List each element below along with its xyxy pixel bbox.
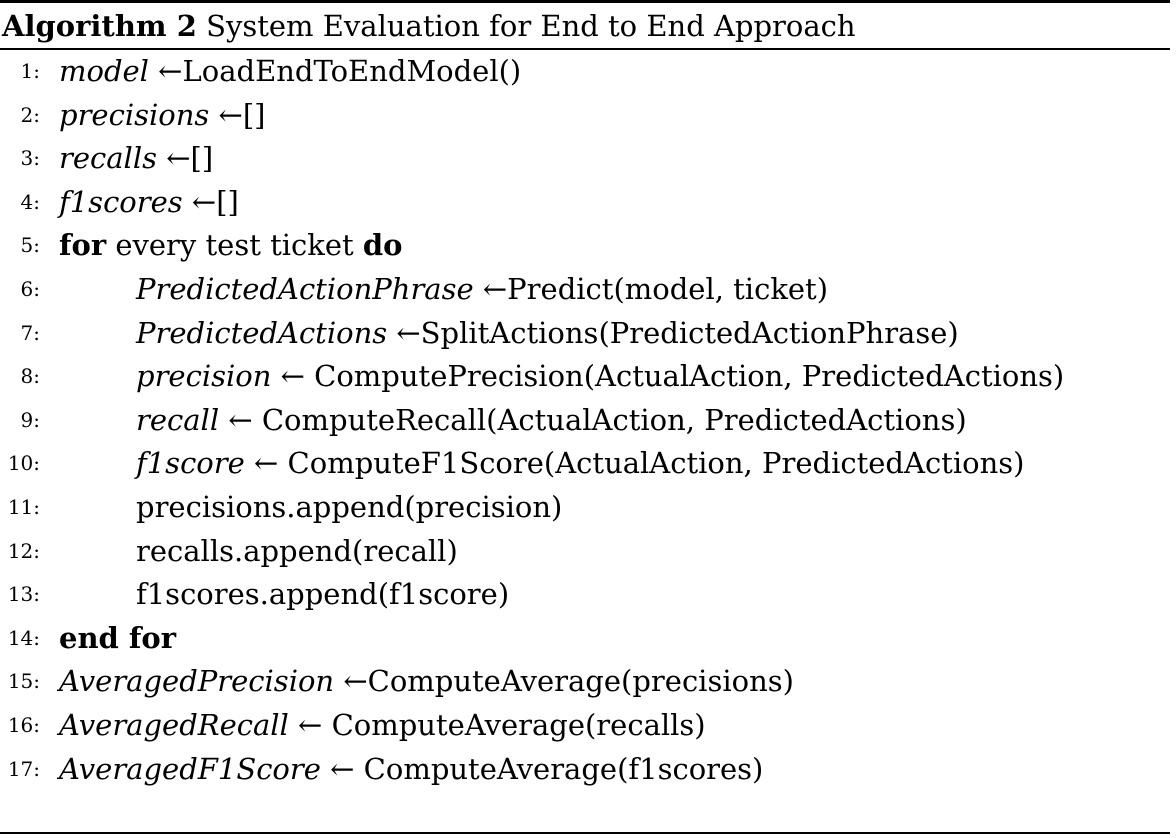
- assign-op: ←: [387, 315, 421, 350]
- algorithm-line: [0, 748, 1176, 792]
- algorithm-line: [0, 137, 1176, 181]
- expression: []: [216, 184, 239, 219]
- expression: ComputePrecision(ActualAction, PredictedActions): [314, 359, 1065, 394]
- algorithm-line: [0, 660, 1176, 704]
- statement: precisions.append(precision): [136, 489, 563, 524]
- line-number: 10:: [7, 451, 40, 476]
- expression: ComputeAverage(recalls): [331, 707, 706, 742]
- variable: AveragedPrecision: [59, 664, 335, 699]
- line-number: 2:: [20, 102, 40, 127]
- variable: f1scores: [59, 184, 183, 219]
- line-number: 11:: [7, 494, 40, 519]
- expression: []: [190, 141, 214, 176]
- assign-op: ←: [288, 707, 332, 742]
- algorithm-line: [0, 268, 1176, 312]
- line-number: 12:: [7, 538, 40, 563]
- algorithm-line: [0, 486, 1176, 530]
- variable: AveragedRecall: [59, 707, 289, 742]
- algorithm-line: [0, 704, 1176, 748]
- line-number: 7:: [20, 320, 40, 345]
- expression: ComputeRecall(ActualAction, PredictedActions): [261, 402, 967, 437]
- expression: SplitActions(PredictedActionPhrase): [420, 315, 959, 350]
- variable: PredictedActionPhrase: [136, 271, 474, 306]
- line-number: 14:: [7, 625, 40, 650]
- line-number: 4:: [20, 189, 40, 214]
- line-number: 17:: [7, 756, 40, 781]
- variable: model: [59, 54, 149, 88]
- variable: PredictedActions: [136, 315, 388, 350]
- top-rule: [0, 0, 1170, 3]
- assign-op: ←: [182, 184, 217, 219]
- algorithm-body: [0, 50, 1176, 791]
- keyword-for: for: [59, 228, 107, 263]
- algorithm-line: [0, 530, 1176, 574]
- variable: f1score: [136, 446, 245, 481]
- algorithm-line: [0, 181, 1176, 225]
- algorithm-line: [0, 399, 1176, 443]
- expression: ComputeAverage(f1scores): [363, 751, 764, 786]
- statement: recalls.append(recall): [136, 533, 458, 568]
- algorithm-line: [0, 442, 1176, 486]
- algorithm-caption: [2, 4, 856, 48]
- algorithm-label: Algorithm 2: [2, 9, 197, 43]
- algorithm-line: [0, 573, 1176, 617]
- assign-op: ←: [157, 141, 191, 176]
- algorithm-title: System Evaluation for End to End Approach: [206, 9, 856, 43]
- line-number: 16:: [7, 712, 40, 737]
- algorithm-line: [0, 617, 1176, 661]
- algorithm-line: [0, 312, 1176, 356]
- algorithm-line: [0, 355, 1176, 399]
- line-number: 5:: [20, 233, 40, 258]
- line-number: 15:: [7, 669, 40, 694]
- bottom-rule: [0, 832, 1170, 834]
- expression: ComputeAverage(precisions): [367, 664, 794, 699]
- assign-op: ←: [148, 54, 183, 88]
- keyword-end-for: end for: [59, 620, 177, 655]
- expression: Predict(model, ticket): [507, 271, 829, 306]
- variable: precisions: [59, 97, 210, 132]
- assign-op: ←: [209, 97, 243, 132]
- variable: AveragedF1Score: [59, 751, 321, 786]
- expression: LoadEndToEndModel(): [182, 54, 522, 88]
- assign-op: ←: [271, 359, 315, 394]
- loop-condition: every test ticket: [106, 228, 363, 263]
- line-number: 6:: [20, 276, 40, 301]
- assign-op: ←: [219, 402, 262, 437]
- line-number: 9:: [20, 407, 40, 432]
- algorithm-line: [0, 94, 1176, 138]
- expression: ComputeF1Score(ActualAction, PredictedActions): [287, 446, 1025, 481]
- expression: []: [242, 97, 266, 132]
- statement: f1scores.append(f1score): [136, 577, 510, 612]
- line-number: 8:: [20, 364, 40, 389]
- line-number: 3:: [20, 146, 40, 171]
- assign-op: ←: [334, 664, 368, 699]
- variable: precision: [136, 359, 272, 394]
- line-number: 13:: [7, 582, 40, 607]
- variable: recall: [136, 402, 220, 437]
- keyword-do: do: [362, 228, 403, 263]
- assign-op: ←: [473, 271, 508, 306]
- algorithm-line: [0, 224, 1176, 268]
- line-number: 1:: [20, 59, 40, 83]
- assign-op: ←: [244, 446, 288, 481]
- assign-op: ←: [320, 751, 364, 786]
- algorithm-line: [0, 50, 1176, 94]
- variable: recalls: [59, 141, 157, 176]
